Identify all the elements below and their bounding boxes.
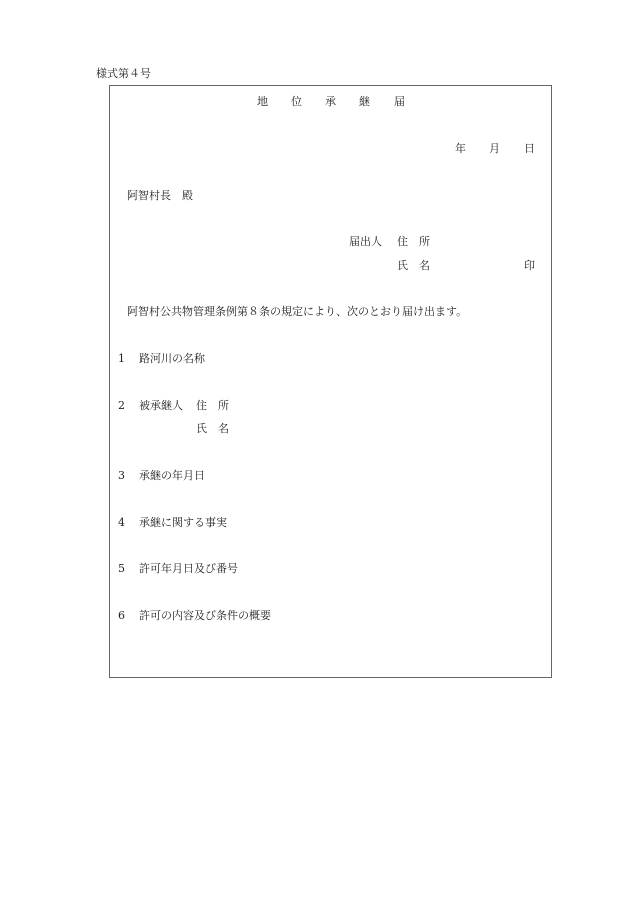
title-char: 位: [291, 95, 302, 108]
intro-text: 阿智村公共物管理条例第８条の規定により、次のとおり届け出ます。: [127, 305, 468, 318]
seal-mark: 印: [524, 259, 535, 272]
item-label: 承継に関する事実: [139, 516, 227, 529]
addressee: 阿智村長 殿: [127, 189, 193, 202]
title-char: 継: [359, 95, 370, 108]
item-number: 1: [118, 352, 125, 365]
item-label: 路河川の名称: [139, 352, 205, 365]
item-number: 6: [118, 609, 125, 622]
date-month: 月: [489, 142, 500, 155]
date-day: 日: [524, 142, 535, 155]
item-number: 3: [118, 469, 125, 482]
form-frame: [109, 85, 552, 678]
title-char: 届: [394, 95, 405, 108]
item-number: 5: [118, 562, 125, 575]
item-number: 2: [118, 399, 125, 412]
item-number: 4: [118, 516, 125, 529]
item-label: 承継の年月日: [139, 469, 205, 482]
applicant-name-label: 氏 名: [397, 259, 430, 272]
item-label: 被承継人: [139, 399, 183, 412]
item-sub-address: 住 所: [196, 399, 229, 412]
applicant-address-label: 住 所: [397, 235, 430, 248]
title-char: 承: [325, 95, 336, 108]
applicant-label: 届出人: [349, 235, 382, 248]
item-label: 許可年月日及び番号: [139, 562, 238, 575]
form-number: 様式第４号: [96, 67, 151, 80]
item-sub-name: 氏 名: [196, 422, 229, 435]
title-char: 地: [257, 95, 268, 108]
date-year: 年: [455, 142, 466, 155]
item-label: 許可の内容及び条件の概要: [139, 609, 271, 622]
